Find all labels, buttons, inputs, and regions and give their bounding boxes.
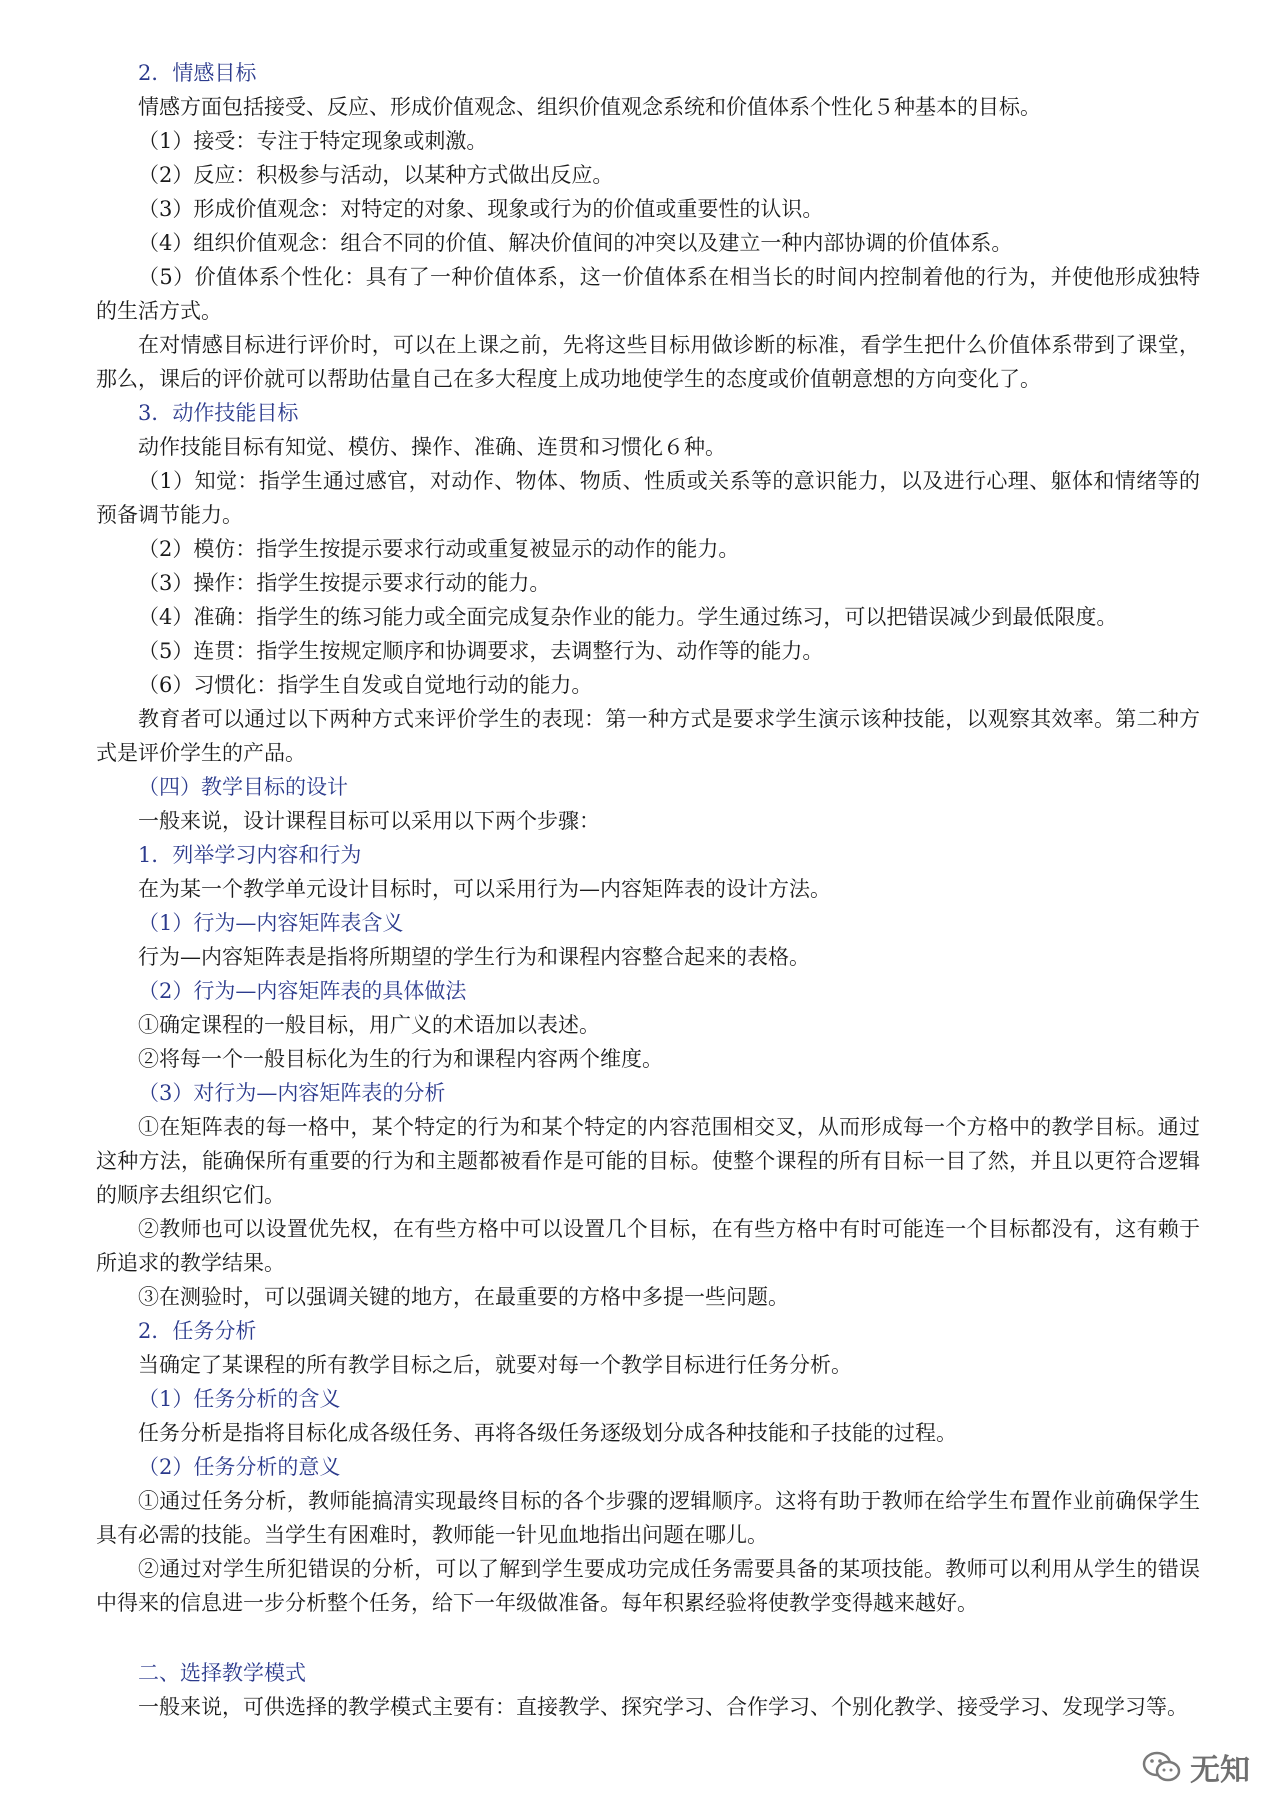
section-heading: （3）对行为—内容矩阵表的分析 [138, 1081, 446, 1105]
body-line: （2）模仿：指学生按提示要求行动或重复被显示的动作的能力。 [138, 537, 740, 561]
paragraph: ①在矩阵表的每一格中，某个特定的行为和某个特定的内容范围相交叉，从而形成每一个方格中的教学目标。通过这种方法，能确保所有重要的行为和主题都被看作是可能的目标。使整个课程的所有目标一目了然，并且以更符合逻辑的顺序去组织它们。 [96, 1115, 1200, 1207]
section-heading: （1）任务分析的含义 [138, 1387, 341, 1411]
body-line: （3）操作：指学生按提示要求行动的能力。 [138, 571, 551, 595]
body-line: （4）准确：指学生的练习能力或全面完成复杂作业的能力。学生通过练习，可以把错误减少到最低限度。 [138, 605, 1118, 629]
body-line: 当确定了某课程的所有教学目标之后，就要对每一个教学目标进行任务分析。 [138, 1353, 852, 1377]
paragraph: （1）知觉：指学生通过感官，对动作、物体、物质、性质或关系等的意识能力，以及进行心理、躯体和情绪等的预备调节能力。 [96, 469, 1200, 527]
section-heading: （1）行为—内容矩阵表含义 [138, 911, 404, 935]
paragraph-gap [96, 1620, 1200, 1656]
body-line: （1）接受：专注于特定现象或刺激。 [138, 129, 488, 153]
paragraph: （5）价值体系个性化：具有了一种价值体系，这一价值体系在相当长的时间内控制着他的行为，并使他形成独特的生活方式。 [96, 265, 1200, 323]
paragraph: ②通过对学生所犯错误的分析，可以了解到学生要成功完成任务需要具备的某项技能。教师可以利用从学生的错误中得来的信息进一步分析整个任务，给下一年级做准备。每年积累经验将使教学变得越来越好。 [96, 1557, 1200, 1615]
body-line: ②将每一个一般目标化为生的行为和课程内容两个维度。 [138, 1047, 663, 1071]
body-line: （3）形成价值观念：对特定的对象、现象或行为的价值或重要性的认识。 [138, 197, 824, 221]
paragraph: ②教师也可以设置优先权，在有些方格中可以设置几个目标，在有些方格中有时可能连一个目标都没有，这有赖于所追求的教学结果。 [96, 1217, 1200, 1275]
section-heading: 2．情感目标 [138, 61, 257, 85]
paragraph: 在对情感目标进行评价时，可以在上课之前，先将这些目标用做诊断的标准，看学生把什么价值体系带到了课堂，那么，课后的评价就可以帮助估量自己在多大程度上成功地使学生的态度或价值朝意想的方向变化了。 [96, 333, 1200, 391]
body-line: （5）连贯：指学生按规定顺序和协调要求，去调整行为、动作等的能力。 [138, 639, 824, 663]
paragraph: 一般来说，可供选择的教学模式主要有：直接教学、探究学习、合作学习、个别化教学、接受学习、发现学习等。 [138, 1695, 1188, 1719]
document-page [96, 56, 1200, 1724]
paragraph: ①通过任务分析，教师能搞清实现最终目标的各个步骤的逻辑顺序。这将有助于教师在给学生布置作业前确保学生具有必需的技能。当学生有困难时，教师能一针见血地指出问题在哪儿。 [96, 1489, 1200, 1547]
body-line: （2）反应：积极参与活动，以某种方式做出反应。 [138, 163, 614, 187]
watermark [1142, 1745, 1250, 1789]
body-line: （6）习惯化：指学生自发或自觉地行动的能力。 [138, 673, 593, 697]
body-line: 一般来说，设计课程目标可以采用以下两个步骤： [138, 809, 600, 833]
section-heading: 二、选择教学模式 [138, 1661, 306, 1685]
body-line: ①确定课程的一般目标，用广义的术语加以表述。 [138, 1013, 600, 1037]
body-line: 在为某一个教学单元设计目标时，可以采用行为—内容矩阵表的设计方法。 [138, 877, 831, 901]
body-line: 任务分析是指将目标化成各级任务、再将各级任务逐级划分成各种技能和子技能的过程。 [138, 1421, 957, 1445]
section-heading: 1．列举学习内容和行为 [138, 843, 362, 867]
body-line: 行为—内容矩阵表是指将所期望的学生行为和课程内容整合起来的表格。 [138, 945, 810, 969]
body-line: 动作技能目标有知觉、模仿、操作、准确、连贯和习惯化６种。 [138, 435, 726, 459]
watermark-text: 无知 [1190, 1753, 1250, 1788]
body-line: 情感方面包括接受、反应、形成价值观念、组织价值观念系统和价值体系个性化５种基本的目标。 [138, 95, 1041, 119]
section-heading: 2．任务分析 [138, 1319, 257, 1343]
section-heading: （四）教学目标的设计 [138, 775, 348, 799]
section-heading: （2）行为—内容矩阵表的具体做法 [138, 979, 467, 1003]
section-heading: （2）任务分析的意义 [138, 1455, 341, 1479]
body-line: ③在测验时，可以强调关键的地方，在最重要的方格中多提一些问题。 [138, 1285, 789, 1309]
body-line: （4）组织价值观念：组合不同的价值、解决价值间的冲突以及建立一种内部协调的价值体系。 [138, 231, 1013, 255]
paragraph: 教育者可以通过以下两种方式来评价学生的表现：第一种方式是要求学生演示该种技能，以观察其效率。第二种方式是评价学生的产品。 [96, 707, 1200, 765]
wechat-icon [1142, 1750, 1182, 1784]
section-heading: 3．动作技能目标 [138, 401, 299, 425]
